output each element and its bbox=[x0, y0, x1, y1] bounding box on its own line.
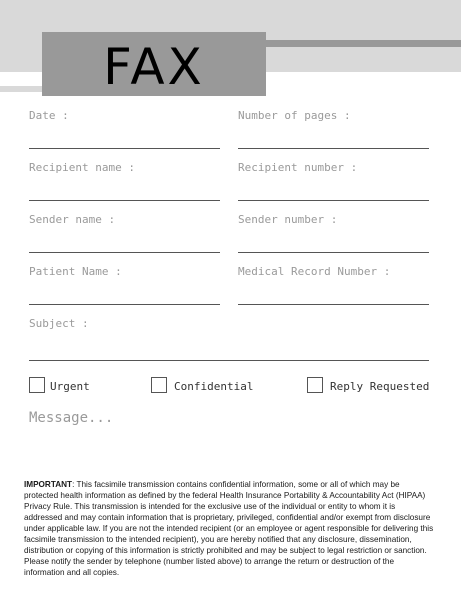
recipient-number-field[interactable] bbox=[238, 200, 429, 201]
reply-requested-label: Reply Requested bbox=[330, 380, 430, 393]
reply-requested-checkbox[interactable] bbox=[307, 377, 323, 393]
sender-name-label: Sender name : bbox=[29, 213, 116, 226]
medical-record-number-label: Medical Record Number : bbox=[238, 265, 391, 278]
subject-field[interactable] bbox=[29, 360, 429, 361]
confidentiality-notice bbox=[24, 479, 435, 578]
patient-name-label: Patient Name : bbox=[29, 265, 122, 278]
confidential-checkbox[interactable] bbox=[151, 377, 167, 393]
urgent-label: Urgent bbox=[50, 380, 90, 393]
recipient-name-label: Recipient name : bbox=[29, 161, 135, 174]
patient-name-field[interactable] bbox=[29, 304, 220, 305]
sender-name-field[interactable] bbox=[29, 252, 220, 253]
message-field[interactable]: Message... bbox=[29, 410, 114, 426]
page-title: FAX bbox=[103, 38, 205, 96]
urgent-checkbox[interactable] bbox=[29, 377, 45, 393]
number-of-pages-label: Number of pages : bbox=[238, 109, 351, 122]
notice-body: : This facsimile transmission contains confidential information, some or all of which may be protected health information as defined by the federal Health Insurance Portability & Accountability Act (HIPAA) Privacy Rule. This transmission is intended for the exclusive use of the individual or entity to whom it is addressed and may contain information that is proprietary, privileged, confidential and/or exempt from disclosure under applicable law. If you are not the intended recipient (or an employee or agent responsible for delivering this facsimile transmission to the intended recipient), you are hereby notified that any disclosure, dissemination, distribution or copying of this information is strictly prohibited and may be subject to legal restriction or sanction. Please notify the sender by telephone (number listed above) to arrange the return or destruction of the information and all copies. bbox=[24, 480, 434, 577]
header-stripe bbox=[266, 40, 461, 47]
header-band-bottom bbox=[0, 86, 42, 92]
subject-label: Subject : bbox=[29, 317, 89, 330]
sender-number-label: Sender number : bbox=[238, 213, 338, 226]
number-of-pages-field[interactable] bbox=[238, 148, 429, 149]
confidential-label: Confidential bbox=[174, 380, 254, 393]
medical-record-number-field[interactable] bbox=[238, 304, 429, 305]
date-field[interactable] bbox=[29, 148, 220, 149]
recipient-number-label: Recipient number : bbox=[238, 161, 358, 174]
date-label: Date : bbox=[29, 109, 69, 122]
notice-lead: IMPORTANT bbox=[24, 480, 73, 489]
recipient-name-field[interactable] bbox=[29, 200, 220, 201]
sender-number-field[interactable] bbox=[238, 252, 429, 253]
